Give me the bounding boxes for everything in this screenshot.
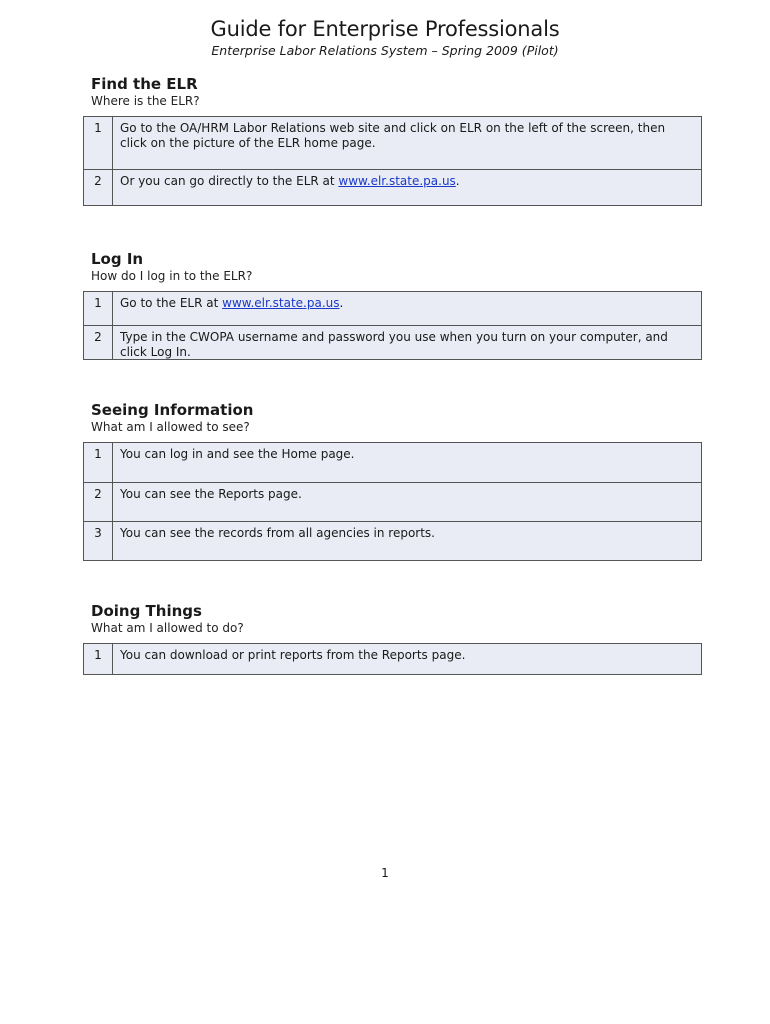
section-question: What am I allowed to do? [91,621,244,635]
table-row [84,117,701,169]
section-heading: Find the ELR [91,75,198,93]
elr-link[interactable]: www.elr.state.pa.us [222,296,340,310]
step-text: You can see the Reports page. [120,487,302,501]
steps-table [83,643,702,675]
step-number: 1 [84,443,113,482]
section-question: How do I log in to the ELR? [91,269,253,283]
step-text-after: . [455,174,460,188]
step-text-before: Go to the ELR at [120,296,223,310]
step-number: 1 [84,292,113,325]
table-row [84,521,701,560]
section-heading: Seeing Information [91,401,254,419]
step-text: Type in the CWOPA username and password you use when you turn on your computer, and click Log In. [120,330,668,359]
step-number: 2 [84,326,113,359]
steps-table [83,116,702,206]
table-row [84,443,701,482]
step-text: You can download or print reports from the Reports page. [120,648,466,662]
section-question: What am I allowed to see? [91,420,250,434]
section-find-the-elr [83,75,702,206]
step-text: You can see the records from all agencies in reports. [120,526,435,540]
step-text-before: Or you can go directly to the ELR at [120,174,339,188]
section-seeing-information [83,401,702,561]
table-row [84,325,701,359]
step-text-after: . [339,296,344,310]
page-title: Guide for Enterprise Professionals [210,17,560,41]
step-text [113,292,701,325]
step-number: 1 [84,117,113,169]
section-log-in [83,250,702,360]
step-number: 2 [84,170,113,205]
section-doing-things [83,602,702,675]
table-row [84,482,701,521]
page-subtitle: Enterprise Labor Relations System – Spring 2009 (Pilot) [211,43,559,58]
step-text: Go to the OA/HRM Labor Relations web site and click on ELR on the left of the screen, then click on the picture of the ELR home page. [120,121,666,150]
step-text: You can log in and see the Home page. [120,447,355,461]
elr-link[interactable]: www.elr.state.pa.us [338,174,456,188]
section-heading: Doing Things [91,602,202,620]
steps-table [83,291,702,360]
steps-table [83,442,702,561]
table-row [84,169,701,205]
table-row [84,292,701,325]
page-number: 1 [381,866,389,880]
step-number: 2 [84,483,113,521]
section-heading: Log In [91,250,144,268]
step-text [113,170,701,205]
table-row [84,644,701,674]
section-question: Where is the ELR? [91,94,200,108]
step-number: 1 [84,644,113,674]
step-number: 3 [84,522,113,560]
